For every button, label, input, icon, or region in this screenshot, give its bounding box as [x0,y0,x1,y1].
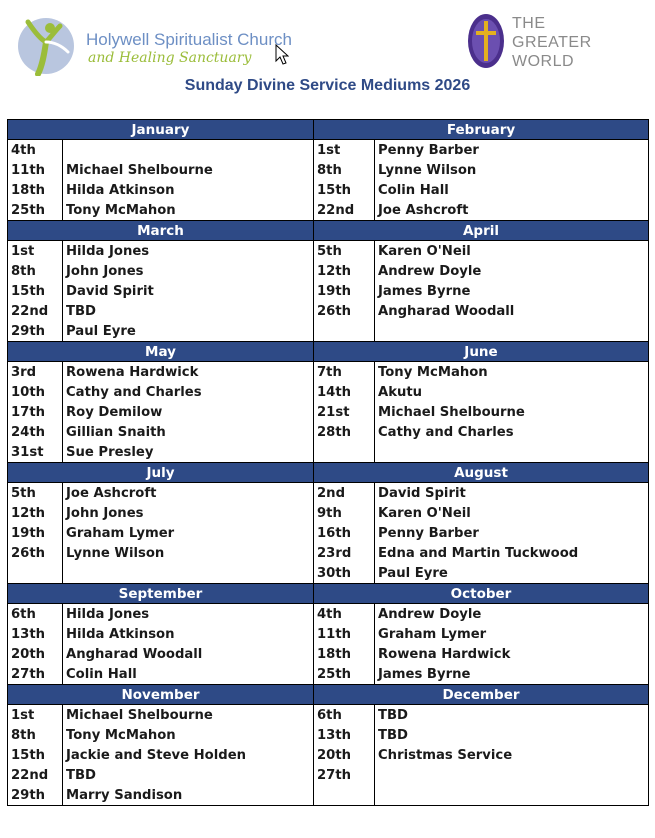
service-date: 15th [314,180,375,200]
medium-name: TBD [63,765,314,785]
service-date: 23rd [314,543,375,563]
medium-name [375,442,649,463]
medium-name: David Spirit [63,281,314,301]
greater-world-logo [466,12,616,72]
service-date: 1st [8,241,63,262]
medium-name: Edna and Martin Tuckwood [375,543,649,563]
service-date: 4th [8,140,63,161]
month-header: December [314,685,649,705]
schedule-row [8,785,649,806]
schedule-row [8,624,649,644]
service-date: 11th [314,624,375,644]
medium-name: Michael Shelbourne [375,402,649,422]
medium-name: TBD [375,705,649,726]
schedule-row [8,543,649,563]
service-date: 8th [8,261,63,281]
medium-name: Cathy and Charles [63,382,314,402]
page-title: Sunday Divine Service Mediums 2026 [184,77,471,94]
service-date: 5th [314,241,375,262]
service-date: 26th [8,543,63,563]
service-date: 30th [314,563,375,584]
service-date [314,442,375,463]
schedule-row [8,483,649,504]
medium-name: Akutu [375,382,649,402]
service-date: 22nd [8,301,63,321]
medium-name: Tony McMahon [63,200,314,221]
service-date: 18th [8,180,63,200]
schedule-row [8,241,649,262]
schedule-row [8,644,649,664]
medium-name: Colin Hall [63,664,314,685]
greater-world-text: THE GREATER WORLD [512,15,592,70]
service-date: 16th [314,523,375,543]
service-date: 20th [8,644,63,664]
month-header: February [314,120,649,140]
page-header [0,0,655,110]
schedule-row [8,382,649,402]
schedule-row [8,523,649,543]
church-logo [16,12,306,82]
medium-name: Paul Eyre [63,321,314,342]
medium-name: Hilda Jones [63,604,314,625]
medium-schedule-table [7,119,649,806]
mouse-cursor-icon [275,44,289,66]
medium-name: Roy Demilow [63,402,314,422]
month-header: November [8,685,314,705]
service-date: 25th [314,664,375,685]
medium-name: Tony McMahon [63,725,314,745]
schedule-row [8,160,649,180]
month-header-row [8,221,649,241]
medium-name: Angharad Woodall [63,644,314,664]
month-header-row [8,463,649,483]
medium-name: Paul Eyre [375,563,649,584]
service-date: 12th [8,503,63,523]
schedule-row [8,402,649,422]
service-date: 8th [8,725,63,745]
medium-name: Lynne Wilson [375,160,649,180]
medium-name: Hilda Jones [63,241,314,262]
schedule-row [8,422,649,442]
medium-name: Jackie and Steve Holden [63,745,314,765]
service-date: 20th [314,745,375,765]
medium-name: Joe Ashcroft [63,483,314,504]
medium-name: Penny Barber [375,523,649,543]
medium-name: Graham Lymer [375,624,649,644]
month-header: March [8,221,314,241]
medium-name: Joe Ashcroft [375,200,649,221]
month-header-row [8,342,649,362]
medium-name: Gillian Snaith [63,422,314,442]
schedule-row [8,604,649,625]
medium-name: James Byrne [375,664,649,685]
medium-name: John Jones [63,261,314,281]
service-date: 27th [314,765,375,785]
service-date: 26th [314,301,375,321]
service-date: 24th [8,422,63,442]
schedule-row [8,261,649,281]
service-date: 12th [314,261,375,281]
medium-name: Tony McMahon [375,362,649,383]
service-date: 5th [8,483,63,504]
church-subtitle: and Healing Sanctuary [88,50,252,66]
service-date: 10th [8,382,63,402]
medium-name: Colin Hall [375,180,649,200]
service-date: 19th [8,523,63,543]
month-header-row [8,685,649,705]
month-header: May [8,342,314,362]
month-header-row [8,120,649,140]
schedule-row [8,725,649,745]
month-header-row [8,584,649,604]
medium-name: Andrew Doyle [375,261,649,281]
medium-name: Marry Sandison [63,785,314,806]
service-date: 29th [8,321,63,342]
month-header: September [8,584,314,604]
service-date: 14th [314,382,375,402]
service-date: 2nd [314,483,375,504]
month-header: July [8,463,314,483]
schedule-row [8,563,649,584]
medium-name: David Spirit [375,483,649,504]
month-header: June [314,342,649,362]
service-date: 29th [8,785,63,806]
medium-name: Karen O'Neil [375,241,649,262]
medium-name: James Byrne [375,281,649,301]
church-name: Holywell Spiritualist Church [86,30,292,49]
greater-world-cross-logo-icon [466,12,506,70]
service-date: 13th [314,725,375,745]
service-date: 3rd [8,362,63,383]
medium-name: Penny Barber [375,140,649,161]
medium-name [63,563,314,584]
schedule-row [8,765,649,785]
medium-name: Graham Lymer [63,523,314,543]
service-date: 7th [314,362,375,383]
service-date: 22nd [8,765,63,785]
service-date: 21st [314,402,375,422]
schedule-row [8,281,649,301]
medium-name: Hilda Atkinson [63,180,314,200]
medium-name: Hilda Atkinson [63,624,314,644]
schedule-row [8,664,649,685]
medium-name: Cathy and Charles [375,422,649,442]
medium-name [375,321,649,342]
service-date: 15th [8,281,63,301]
schedule-row [8,705,649,726]
month-header: October [314,584,649,604]
service-date: 27th [8,664,63,685]
service-date: 25th [8,200,63,221]
service-date [8,563,63,584]
medium-name: Sue Presley [63,442,314,463]
schedule-row [8,503,649,523]
schedule-row [8,442,649,463]
service-date: 1st [8,705,63,726]
service-date: 6th [314,705,375,726]
service-date [314,321,375,342]
service-date: 13th [8,624,63,644]
service-date: 1st [314,140,375,161]
church-figure-logo-icon [16,12,80,76]
medium-name: TBD [63,301,314,321]
service-date: 9th [314,503,375,523]
schedule-row [8,301,649,321]
medium-name: Lynne Wilson [63,543,314,563]
medium-name [63,140,314,161]
medium-name: Rowena Hardwick [63,362,314,383]
schedule-row [8,362,649,383]
service-date: 8th [314,160,375,180]
schedule-row [8,180,649,200]
medium-name: Rowena Hardwick [375,644,649,664]
service-date: 15th [8,745,63,765]
service-date: 6th [8,604,63,625]
medium-name: Michael Shelbourne [63,160,314,180]
service-date: 18th [314,644,375,664]
medium-name [375,765,649,785]
service-date: 31st [8,442,63,463]
medium-name: Angharad Woodall [375,301,649,321]
medium-name: Karen O'Neil [375,503,649,523]
service-date: 4th [314,604,375,625]
medium-name: Andrew Doyle [375,604,649,625]
service-date [314,785,375,806]
service-date: 17th [8,402,63,422]
medium-name: John Jones [63,503,314,523]
medium-name: Christmas Service [375,745,649,765]
medium-name [375,785,649,806]
service-date: 19th [314,281,375,301]
month-header: August [314,463,649,483]
service-date: 11th [8,160,63,180]
schedule-row [8,745,649,765]
service-date: 28th [314,422,375,442]
medium-name: TBD [375,725,649,745]
schedule-row [8,140,649,161]
schedule-row [8,321,649,342]
medium-name: Michael Shelbourne [63,705,314,726]
schedule-row [8,200,649,221]
service-date: 22nd [314,200,375,221]
month-header: January [8,120,314,140]
month-header: April [314,221,649,241]
